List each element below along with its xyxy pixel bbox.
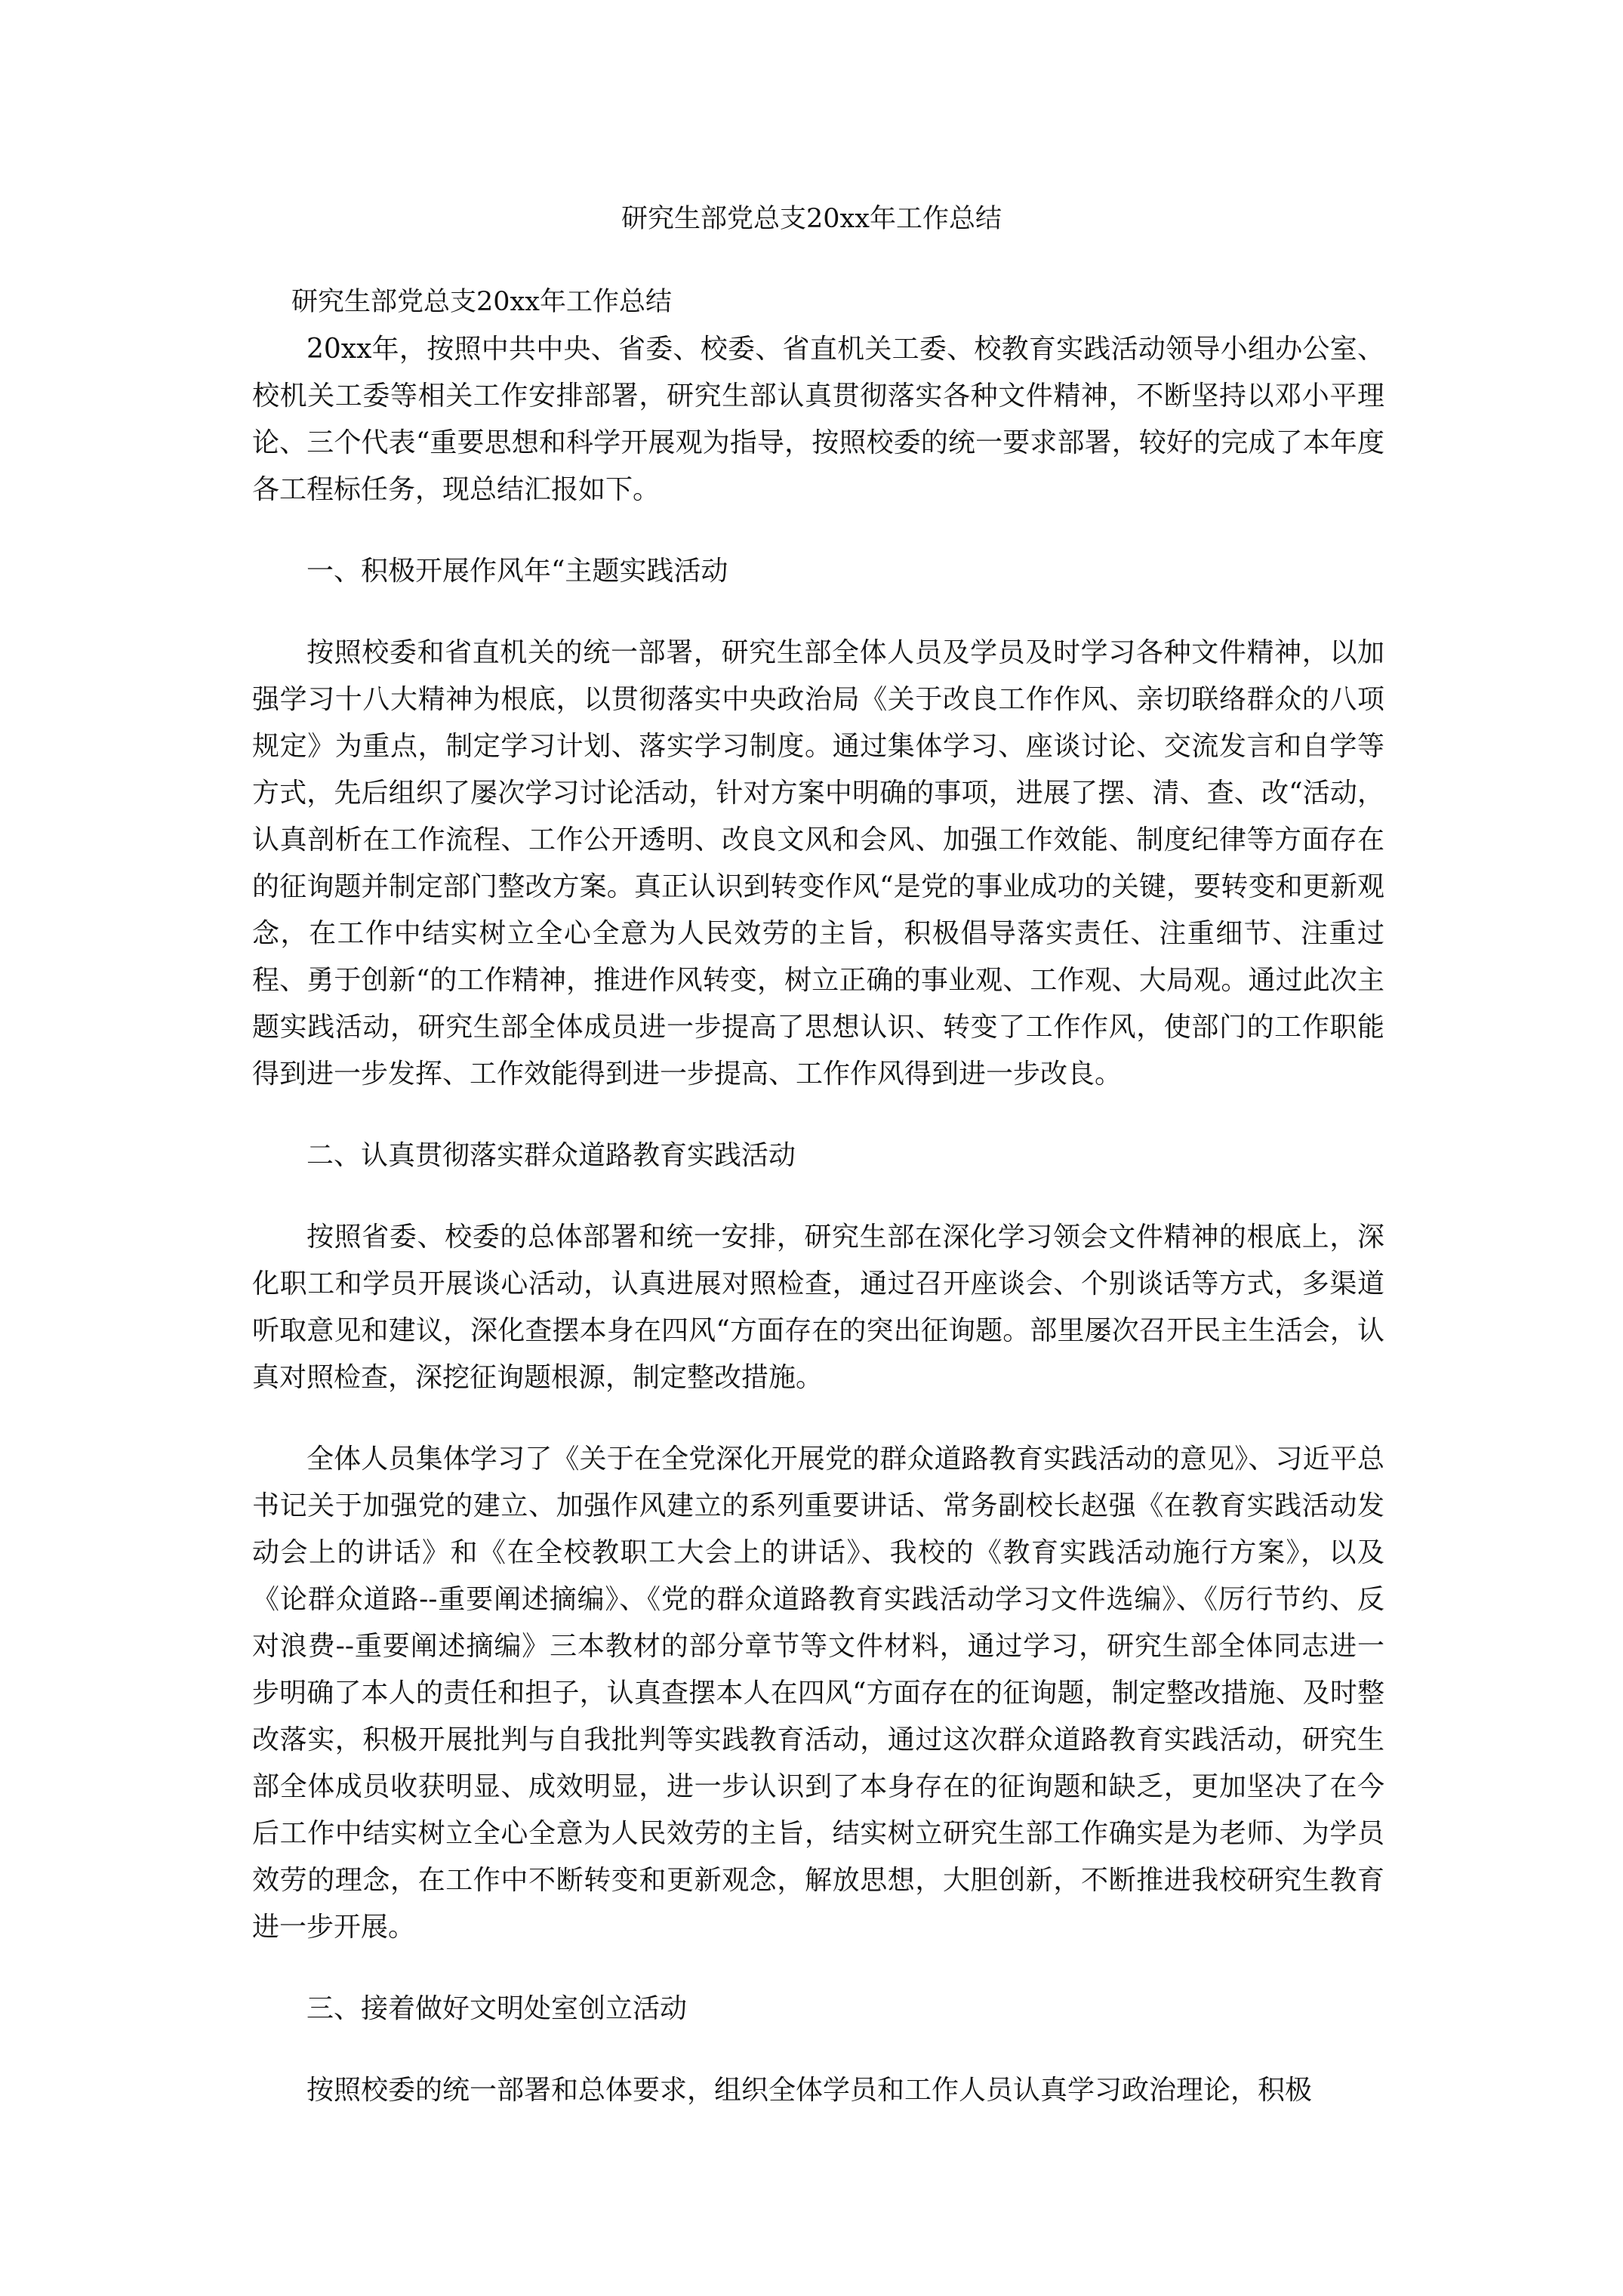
intro-paragraph: 20xx年，按照中共中央、省委、校委、省直机关工委、校教育实践活动领导小组办公室、校机关工委等相关工作安排部署，研究生部认真贯彻落实各种文件精神，不断坚持以邓小平理论、三个代表“重要思想和科学开展观为指导，按照校委的统一要求部署，较好的完成了本年度各工程标任务，现总结汇报如下。	[252, 334, 1384, 505]
section-heading-3: 三、接着做好文明处室创立活动	[306, 1993, 688, 2024]
document-title: 研究生部党总支20xx年工作总结	[621, 204, 1002, 234]
section-2-paragraph-2: 全体人员集体学习了《关于在全党深化开展党的群众道路教育实践活动的意见》、习近平总书记关于加强党的建立、加强作风建立的系列重要讲话、常务副校长赵强《在教育实践活动发动会上的讲话》和《在全校教职工大会上的讲话》、我校的《教育实践活动施行方案》，以及《论群众道路--重要阐述摘编》、《党的群众道路教育实践活动学习文件选编》、《厉行节约、反对浪费--重要阐述摘编》三本教材的部分章节等文件材料，通过学习，研究生部全体同志进一步明确了本人的责任和担子，认真查摆本人在四风“方面存在的征询题，制定整改措施、及时整改落实，积极开展批判与自我批判等实践教育活动，通过这次群众道路教育实践活动，研究生部全体成员收获明显、成效明显，进一步认识到了本身存在的征询题和缺乏，更加坚决了在今后工作中结实树立全心全意为人民效劳的主旨，结实树立研究生部工作确实是为老师、为学员效劳的理念，在工作中不断转变和更新观念，解放思想，大胆创新，不断推进我校研究生教育进一步开展。	[252, 1444, 1384, 1943]
document-body	[252, 326, 1384, 2114]
section-heading-1: 一、积极开展作风年“主题实践活动	[306, 556, 728, 587]
section-heading-2: 二、认真贯彻落实群众道路教育实践活动	[306, 1140, 796, 1171]
section-2-paragraph-1: 按照省委、校委的总体部署和统一安排，研究生部在深化学习领会文件精神的根底上，深化职工和学员开展谈心活动，认真进展对照检查，通过召开座谈会、个别谈话等方式，多渠道听取意见和建议，深化查摆本身在四风“方面存在的突出征询题。部里屡次召开民主生活会，认真对照检查，深挖征询题根源，制定整改措施。	[252, 1222, 1384, 1393]
document-subtitle: 研究生部党总支20xx年工作总结	[291, 287, 673, 317]
section-3-paragraph: 按照校委的统一部署和总体要求，组织全体学员和工作人员认真学习政治理论，积极	[306, 2075, 1313, 2106]
section-1-paragraph: 按照校委和省直机关的统一部署，研究生部全体人员及学员及时学习各种文件精神，以加强学习十八大精神为根底，以贯彻落实中央政治局《关于改良工作作风、亲切联络群众的八项规定》为重点，制定学习计划、落实学习制度。通过集体学习、座谈讨论、交流发言和自学等方式，先后组织了屡次学习讨论活动，针对方案中明确的事项，进展了摆、清、查、改“活动，认真剖析在工作流程、工作公开透明、改良文风和会风、加强工作效能、制度纪律等方面存在的征询题并制定部门整改方案。真正认识到转变作风“是党的事业成功的关键，要转变和更新观念，在工作中结实树立全心全意为人民效劳的主旨，积极倡导落实责任、注重细节、注重过程、勇于创新“的工作精神，推进作风转变，树立正确的事业观、工作观、大局观。通过此次主题实践活动，研究生部全体成员进一步提高了思想认识、转变了工作作风，使部门的工作职能得到进一步发挥、工作效能得到进一步提高、工作作风得到进一步改良。	[252, 637, 1384, 1089]
